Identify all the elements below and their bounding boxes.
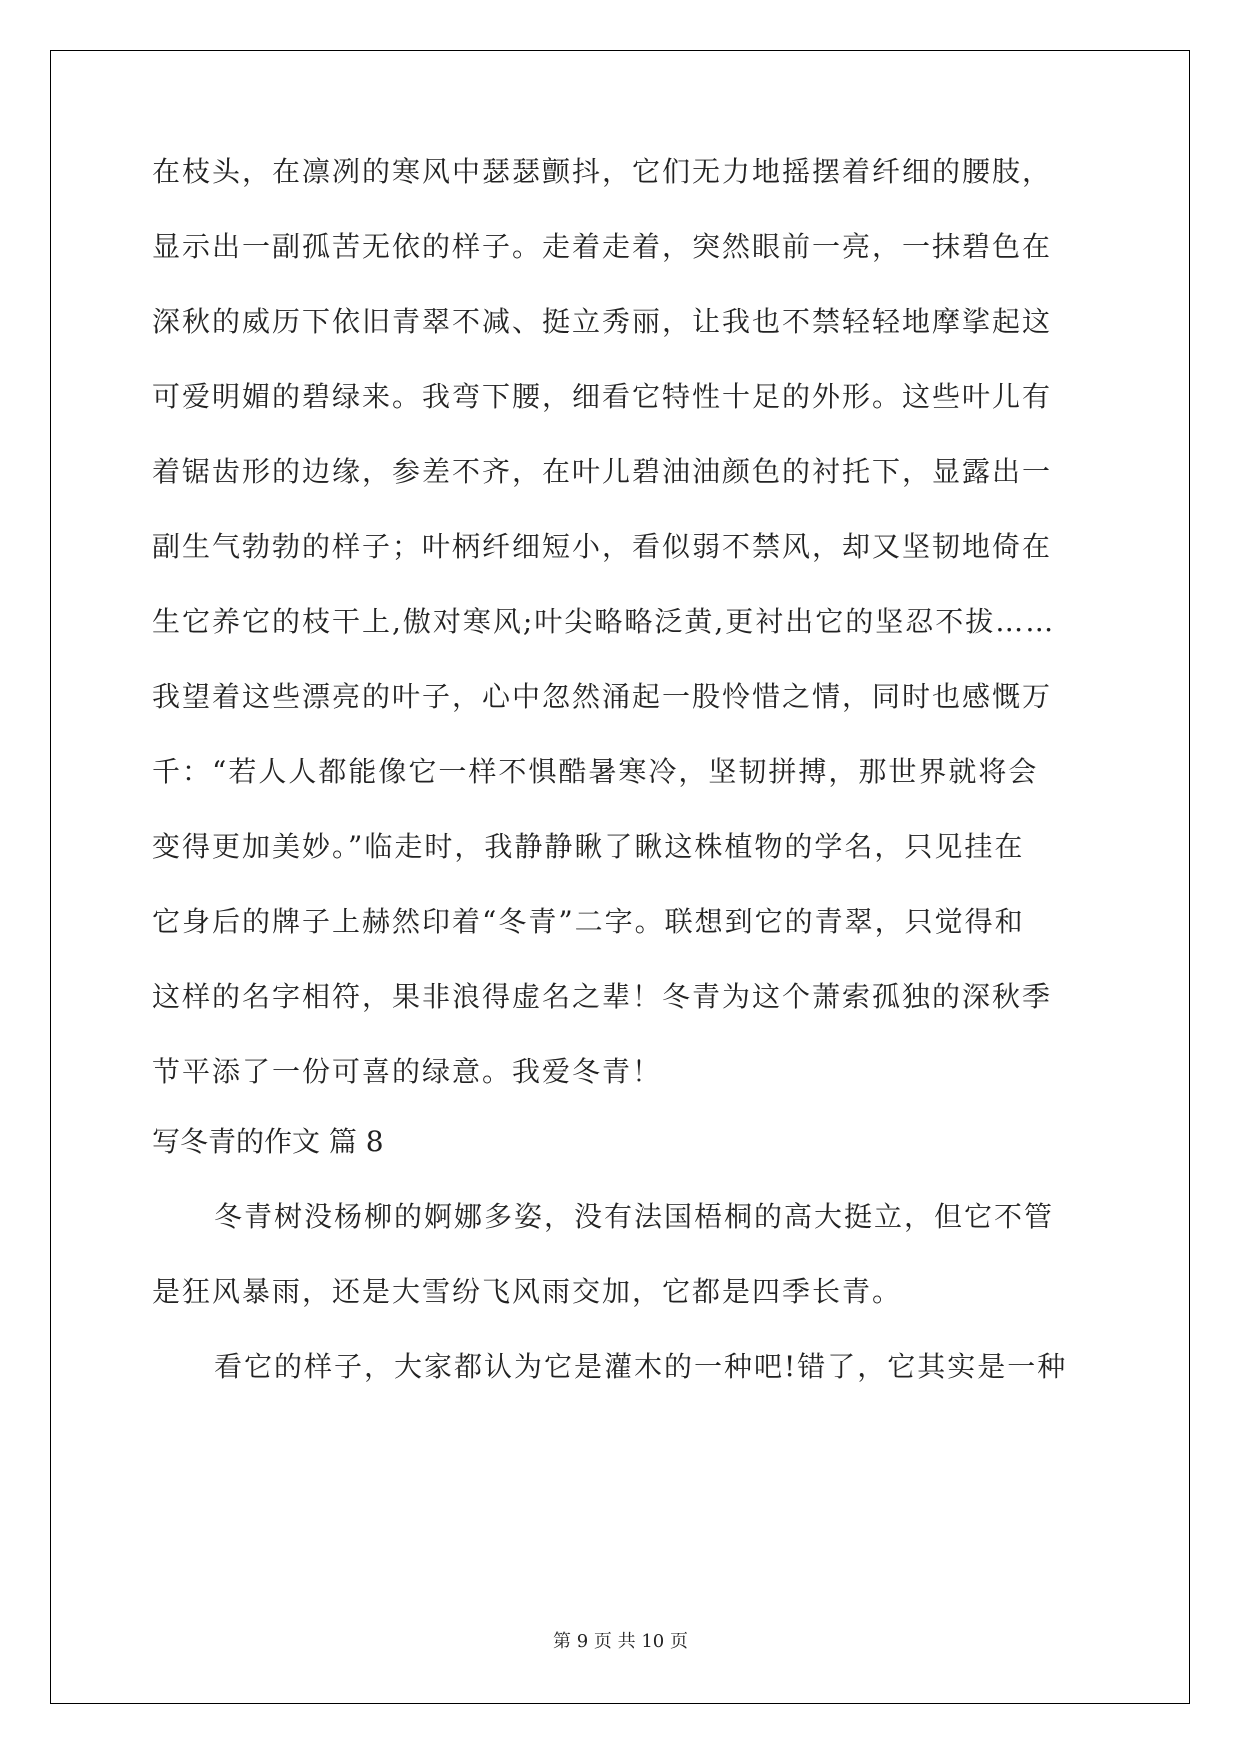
- body-line-2: 显示出一副孤苦无依的样子。走着走着，突然眼前一亮，一抹碧色在: [152, 230, 1053, 263]
- body-line-4: 可爱明媚的碧绿来。我弯下腰，细看它特性十足的外形。这些叶儿有: [152, 380, 1053, 413]
- body-line-10: 变得更加美妙。”临走时，我静静瞅了瞅这株植物的学名，只见挂在: [152, 830, 1025, 863]
- body-line-12: 这样的名字相符，果非浪得虚名之辈！冬青为这个萧索孤独的深秋季: [152, 980, 1053, 1013]
- para2-line-2: 是狂风暴雨，还是大雪纷飞风雨交加，它都是四季长青。: [152, 1275, 903, 1308]
- body-line-7: 生它养它的枝干上,傲对寒风;叶尖略略泛黄,更衬出它的坚忍不拔……: [152, 605, 1056, 638]
- body-line-11: 它身后的牌子上赫然印着“冬青”二字。联想到它的青翠，只觉得和: [152, 905, 1025, 938]
- body-line-5: 着锯齿形的边缘，参差不齐，在叶儿碧油油颜色的衬托下，显露出一: [152, 455, 1053, 488]
- body-line-8: 我望着这些漂亮的叶子，心中忽然涌起一股怜惜之情，同时也感慨万: [152, 680, 1053, 713]
- section-heading: 写冬青的作文 篇 8: [152, 1125, 384, 1158]
- page-border: [50, 50, 1190, 1704]
- para2-line-1: 冬青树没杨柳的婀娜多姿，没有法国梧桐的高大挺立，但它不管: [214, 1200, 1055, 1233]
- page-number-footer: 第 9 页 共 10 页: [553, 1631, 688, 1652]
- body-line-13: 节平添了一份可喜的绿意。我爱冬青！: [152, 1055, 663, 1088]
- body-line-6: 副生气勃勃的样子；叶柄纤细短小，看似弱不禁风，却又坚韧地倚在: [152, 530, 1053, 563]
- para3-line-1: 看它的样子，大家都认为它是灌木的一种吧!错了，它其实是一种: [214, 1350, 1068, 1383]
- body-line-9: 千：“若人人都能像它一样不惧酷暑寒冷，坚韧拼搏，那世界就将会: [152, 755, 1039, 788]
- body-line-1: 在枝头，在凛冽的寒风中瑟瑟颤抖，它们无力地摇摆着纤细的腰肢，: [152, 155, 1053, 188]
- body-line-3: 深秋的威历下依旧青翠不减、挺立秀丽，让我也不禁轻轻地摩挲起这: [152, 305, 1053, 338]
